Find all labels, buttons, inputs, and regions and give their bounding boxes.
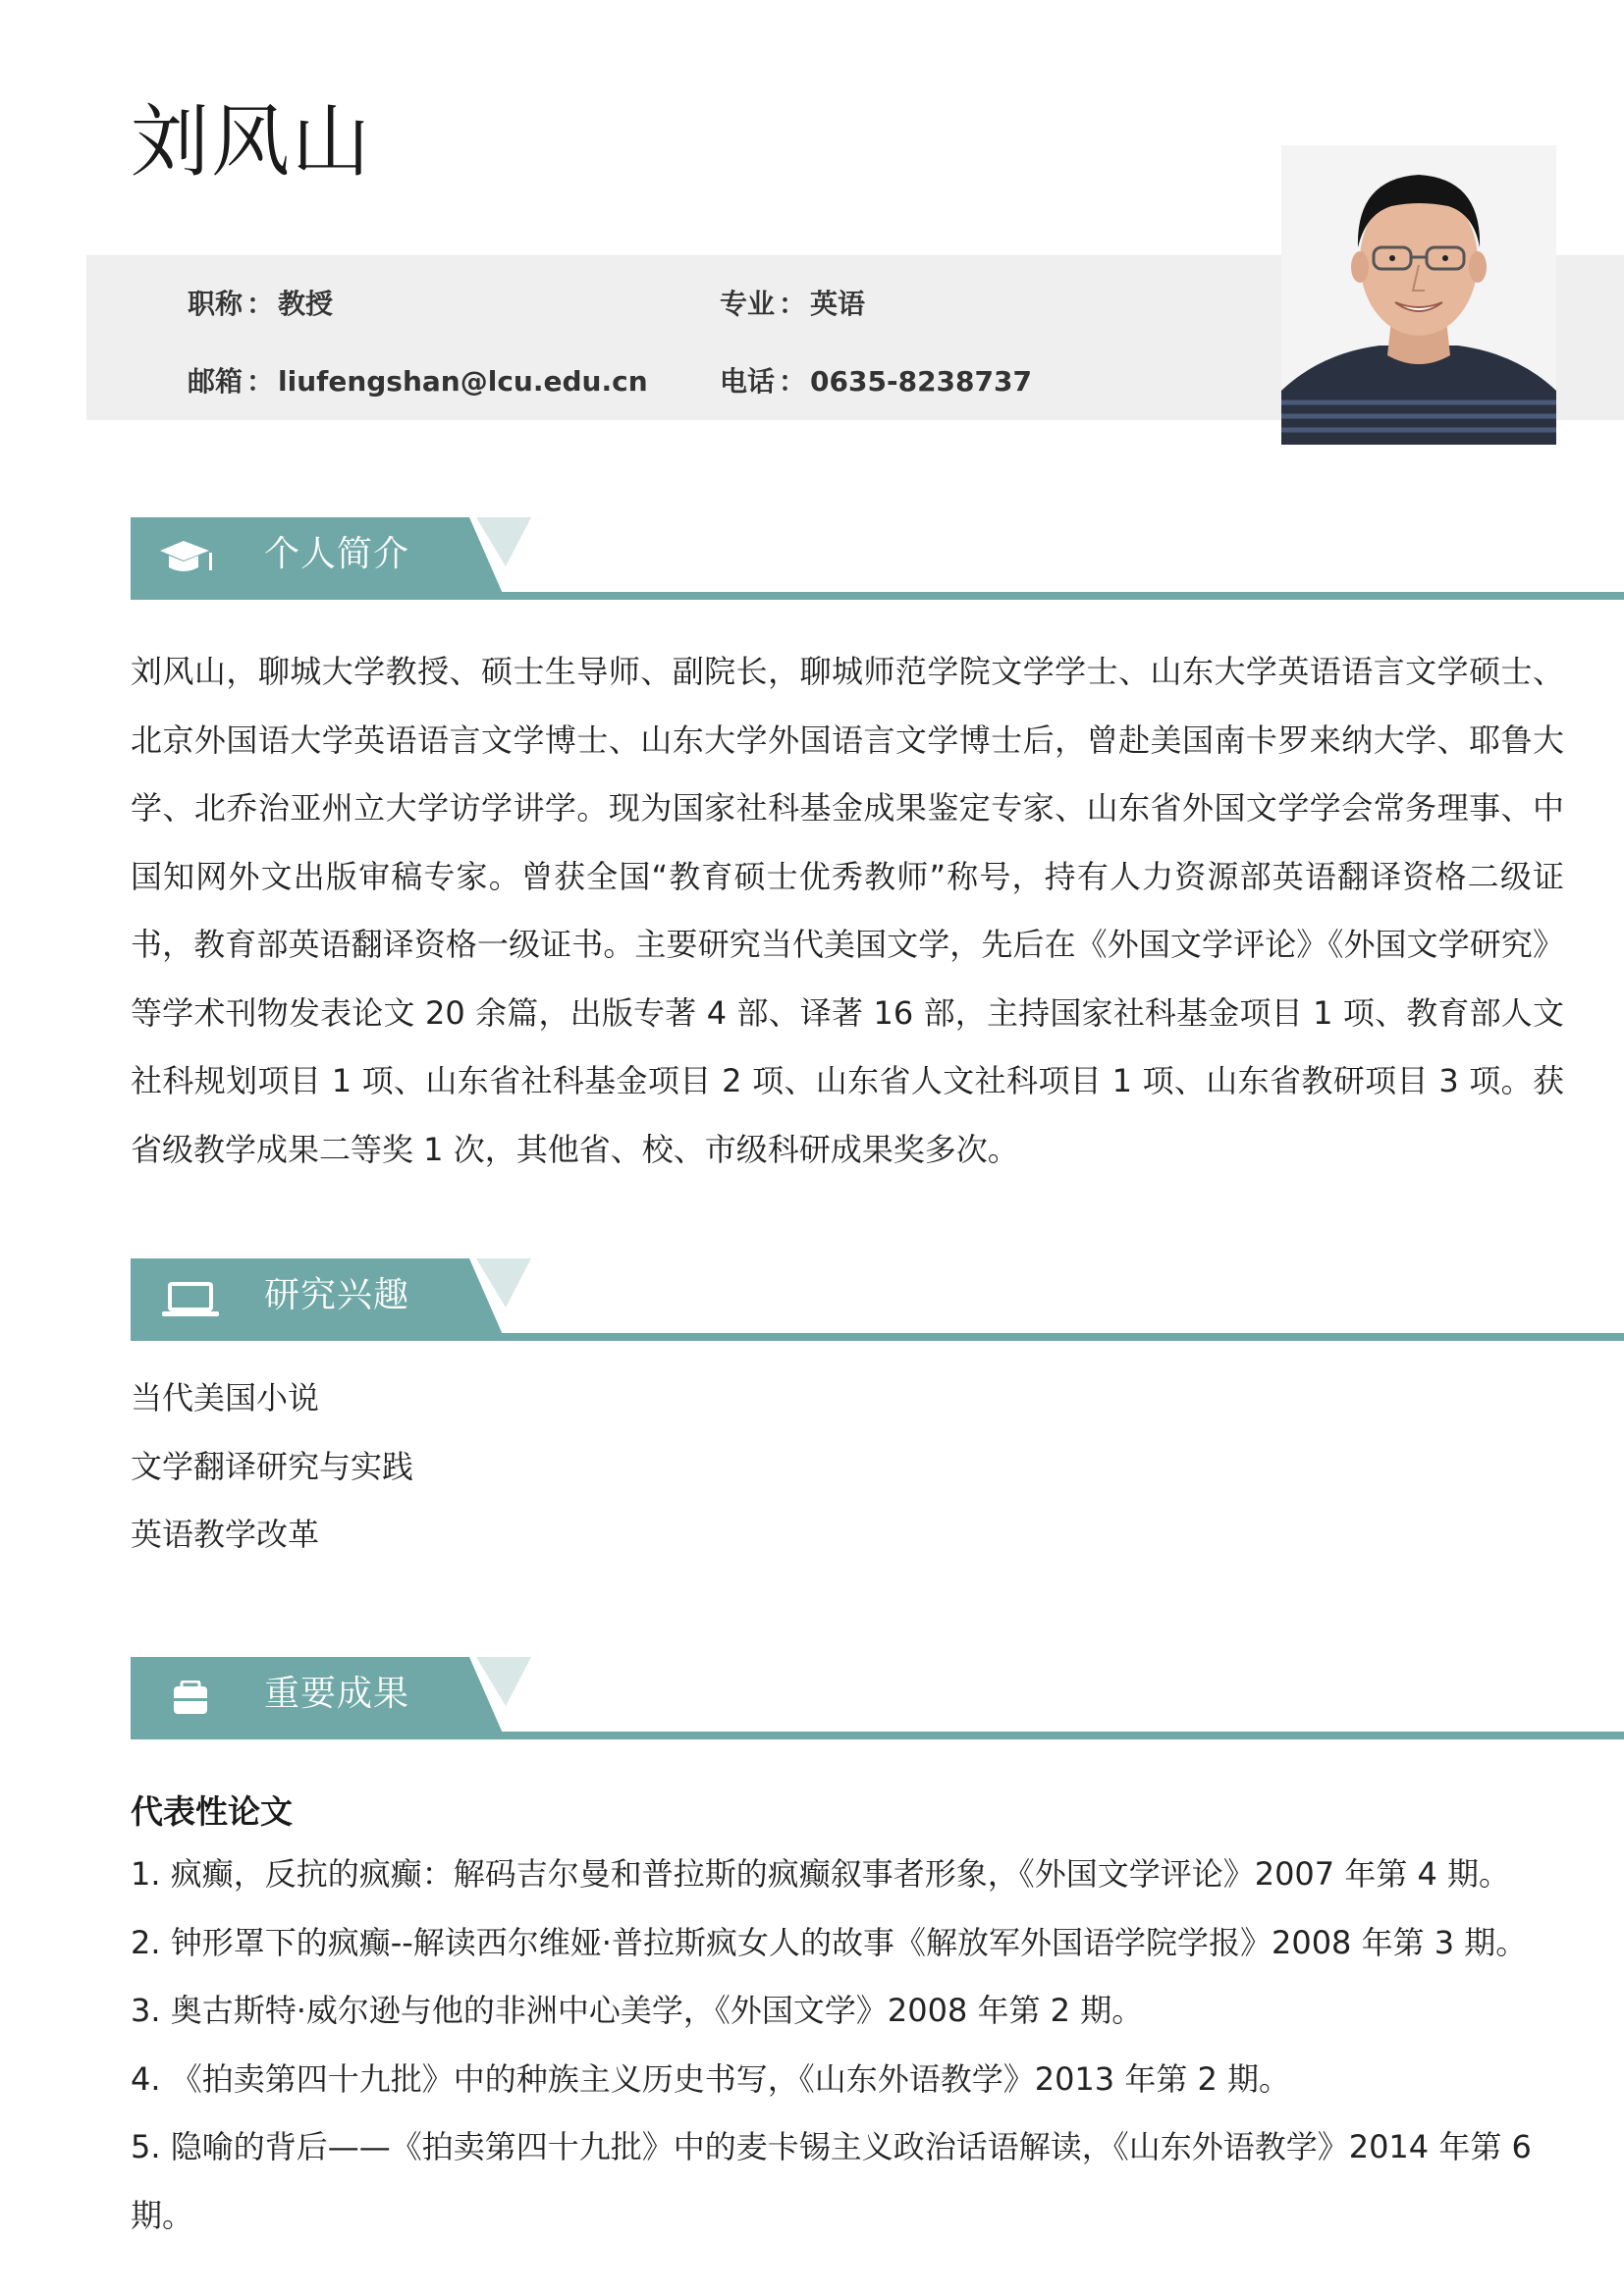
email-separator: ： <box>246 365 275 398</box>
major-label: 专业 <box>720 288 776 320</box>
section-header-achievements <box>131 1657 1624 1739</box>
section-header-intro <box>131 517 1624 600</box>
list-item <box>131 2113 1564 2250</box>
section-title-achievements: 重要成果 <box>264 1674 410 1714</box>
list-item <box>131 2046 1564 2114</box>
title-separator: ： <box>246 288 275 320</box>
person-name: 刘风山 <box>131 96 372 187</box>
paper-number: 4. <box>131 2059 161 2098</box>
graduation-cap-icon <box>160 541 221 576</box>
major-separator: ： <box>779 288 807 320</box>
profile-photo <box>1281 145 1556 445</box>
representative-papers-heading: 代表性论文 <box>131 1792 293 1831</box>
briefcase-icon <box>160 1681 221 1716</box>
list-item <box>131 1841 1564 1909</box>
email-field <box>188 360 648 400</box>
paper-number: 5. <box>131 2128 161 2165</box>
section-title-interests: 研究兴趣 <box>264 1275 410 1315</box>
title-field <box>188 283 333 322</box>
list-item: 当代美国小说 <box>131 1379 320 1416</box>
phone-field <box>720 360 1032 400</box>
list-item: 英语教学改革 <box>131 1516 320 1553</box>
email-label: 邮箱 <box>188 365 244 398</box>
interests-list <box>131 1364 413 1570</box>
phone-label: 电话 <box>720 365 776 398</box>
section-header-interests <box>131 1258 1624 1341</box>
paper-number: 2. <box>131 1923 161 1961</box>
paper-citation: 隐喻的背后——《拍卖第四十九批》中的麦卡锡主义政治话语解读，《山东外语教学》2014 年第 6 期。 <box>131 2128 1532 2234</box>
paper-citation: 钟形罩下的疯癫--解读西尔维娅·普拉斯疯女人的故事《解放军外国语学院学报》2008 年第 3 期。 <box>170 1923 1528 1961</box>
paper-number: 3. <box>131 1992 161 2029</box>
paper-citation: 疯癫，反抗的疯癫：解码吉尔曼和普拉斯的疯癫叙事者形象，《外国文学评论》2007 年第 4 期。 <box>170 1855 1511 1893</box>
major-value: 英语 <box>810 288 866 320</box>
major-field <box>720 283 865 322</box>
title-value: 教授 <box>278 288 334 320</box>
intro-paragraph: 刘风山，聊城大学教授、硕士生导师、副院长，聊城师范学院文学学士、山东大学英语语言文学硕士、北京外国语大学英语语言文学博士、山东大学外国语言文学博士后，曾赴美国南卡罗来纳大学、耶鲁大学、北乔治亚州立大学访学讲学。现为国家社科基金成果鉴定专家、山东省外国文学学会常务理事、中国知网外文出版审稿专家。曾获全国“教育硕士优秀教师”称号，持有人力资源部英语翻译资格二级证书，教育部英语翻译资格一级证书。主要研究当代美国文学，先后在《外国文学评论》《外国文学研究》等学术刊物发表论文 20 余篇，出版专著 4 部、译著 16 部，主持国家社科基金项目 1 项、教育部人文社科规划项目 1 项、山东省社科基金项目 2 项、山东省人文社科项目 1 项、山东省教研项目 3 项。获省级教学成果二等奖 1 次，其他省、校、市级科研成果奖多次。 <box>131 653 1564 1168</box>
paper-number: 1. <box>131 1855 161 1893</box>
email-value: liufengshan@lcu.edu.cn <box>278 365 648 398</box>
section-title-intro: 个人简介 <box>264 534 410 574</box>
laptop-icon <box>160 1282 221 1317</box>
phone-value: 0635-8238737 <box>810 365 1032 398</box>
paper-citation: 《拍卖第四十九批》中的种族主义历史书写，《山东外语教学》2013 年第 2 期。 <box>170 2059 1291 2098</box>
list-item <box>131 1909 1564 1978</box>
title-label: 职称 <box>188 288 244 320</box>
paper-citation: 奥古斯特·威尔逊与他的非洲中心美学，《外国文学》2008 年第 2 期。 <box>170 1992 1144 2029</box>
phone-separator: ： <box>779 365 807 398</box>
papers-list <box>131 1841 1564 2250</box>
list-item: 文学翻译研究与实践 <box>131 1447 414 1485</box>
list-item <box>131 1977 1564 2046</box>
